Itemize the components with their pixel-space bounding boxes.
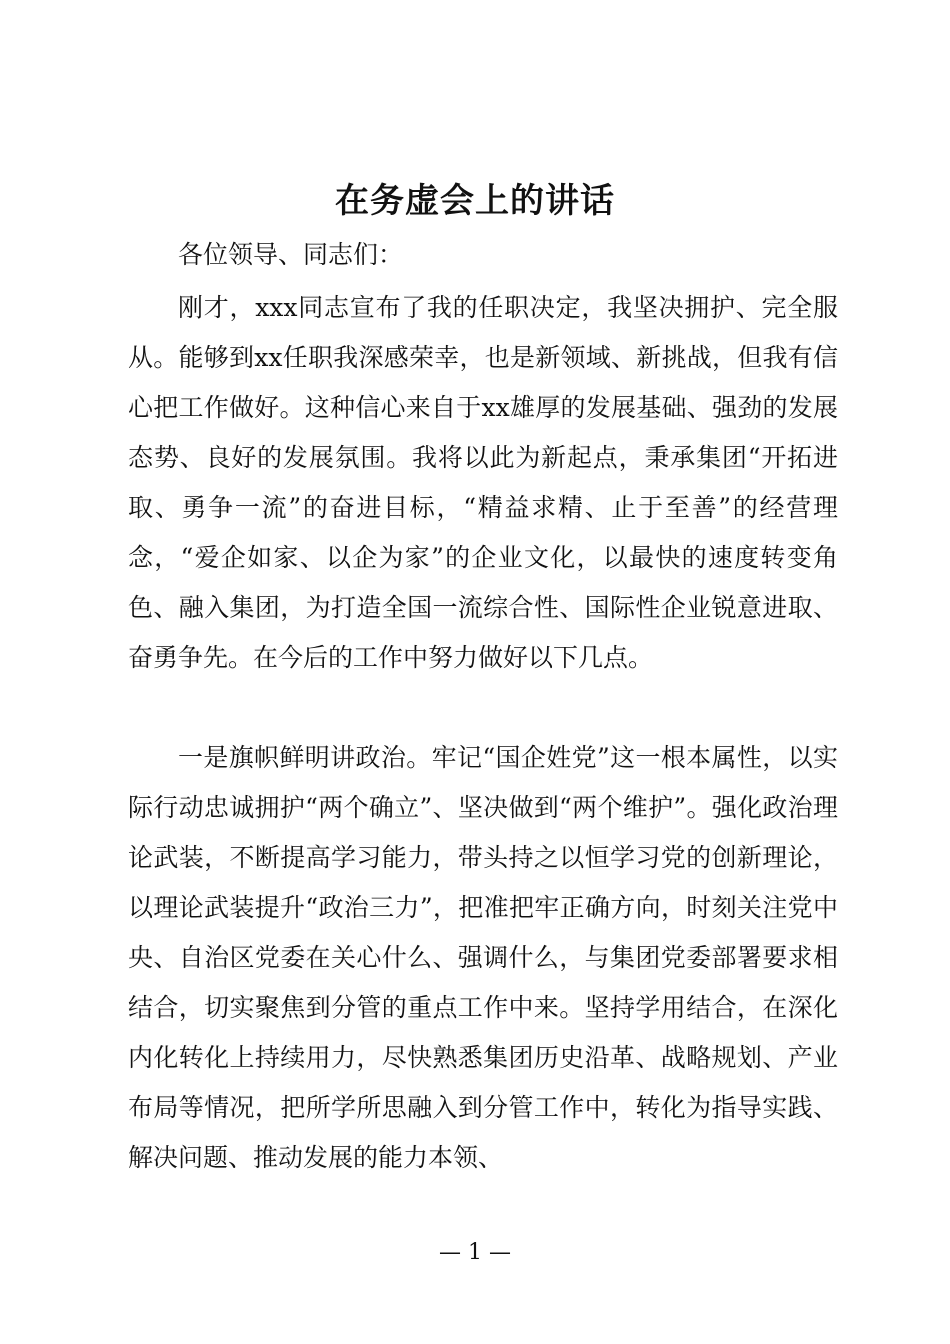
page-number: — 1 —: [439, 1240, 511, 1265]
paragraph-1: 刚才，xxx同志宣布了我的任职决定，我坚决拥护、完全服从。能够到xx任职我深感荣幸，也是新领域、新挑战，但我有信心把工作做好。这种信心来自于xx雄厚的发展基础、强劲的发展态势、良好的发展氛围。我将以此为新起点，秉承集团“开拓进取、勇争一流”的奋进目标，“精益求精、止于至善”的经营理念，“爱企如家、以企为家”的企业文化，以最快的速度转变角色、融入集团，为打造全国一流综合性、国际性企业锐意进取、奋勇争先。在今后的工作中努力做好以下几点。: [128, 293, 838, 672]
document-title: 在务虚会上的讲话: [335, 181, 615, 221]
paragraph-2: 一是旗帜鲜明讲政治。牢记“国企姓党”这一根本属性，以实际行动忠诚拥护“两个确立”、坚决做到“两个维护”。强化政治理论武装，不断提高学习能力，带头持之以恒学习党的创新理论，以理论武装提升“政治三力”，把准把牢正确方向，时刻关注党中央、自治区党委在关心什么、强调什么，与集团党委部署要求相结合，切实聚焦到分管的重点工作中来。坚持学用结合，在深化内化转化上持续用力，尽快熟悉集团历史沿革、战略规划、产业布局等情况，把所学所思融入到分管工作中，转化为指导实践、解决问题、推动发展的能力本领、: [128, 743, 838, 1172]
salutation: 各位领导、同志们：: [178, 240, 404, 269]
